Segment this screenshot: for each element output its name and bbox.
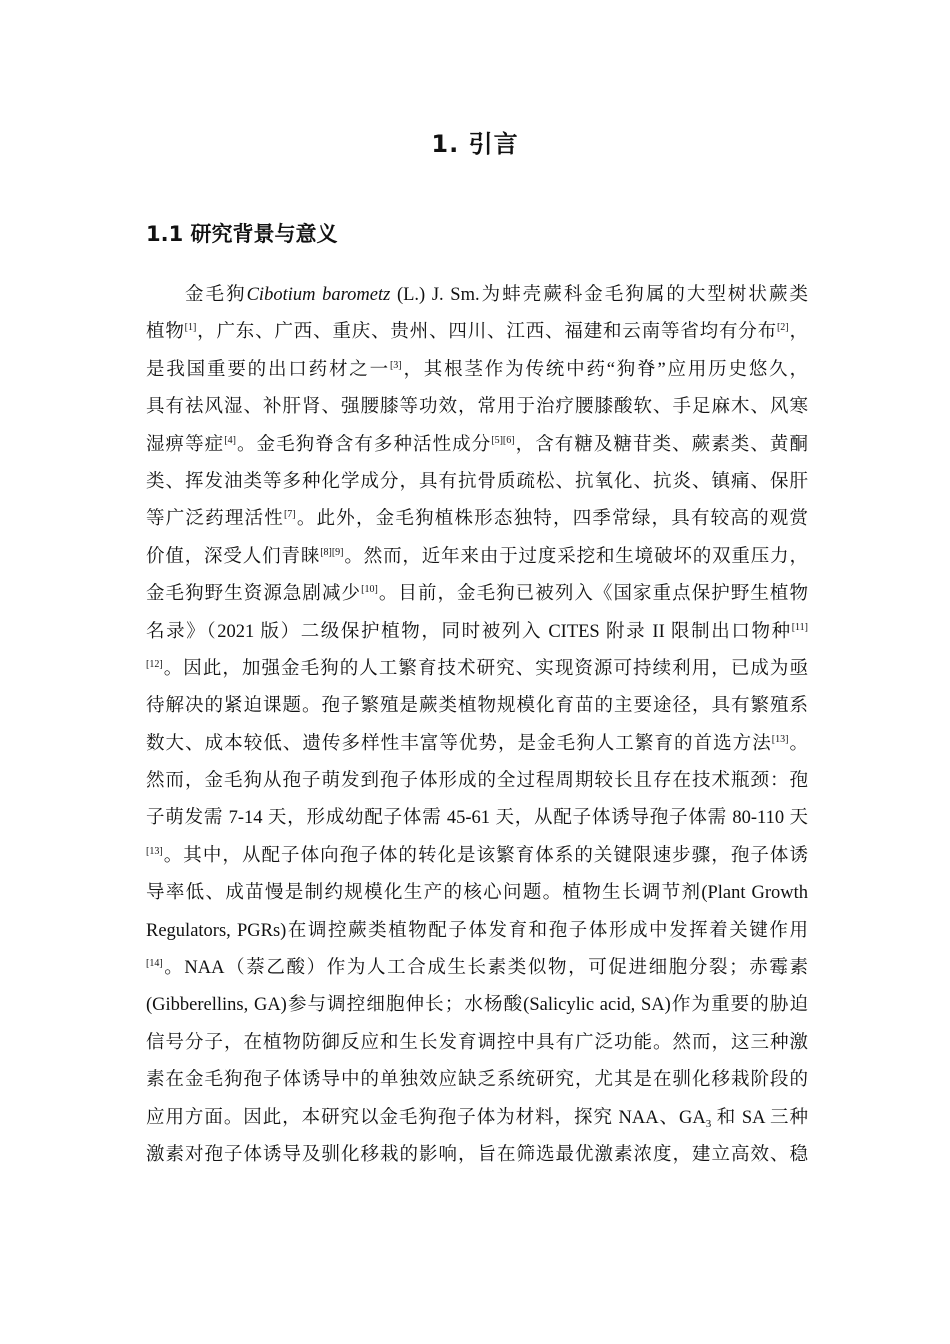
- paragraph-line: 具有祛风湿、补肝肾、强腰膝等功效，常用于治疗腰膝酸软、手足麻木、风寒: [146, 397, 808, 418]
- citation-ref: [2]: [776, 322, 789, 334]
- paragraph-line: [146, 838, 808, 875]
- text-run: 。目前，金毛狗已被列入《国家重点保护野生植物: [377, 584, 808, 605]
- text-run: ，: [788, 322, 808, 343]
- paragraph-line: 素在金毛狗孢子体诱导中的单独效应缺乏系统研究，尤其是在驯化移栽阶段的: [146, 1070, 808, 1091]
- text-run: 应用方面。因此，本研究以金毛狗孢子体为材料，探究 NAA、GA: [146, 1107, 706, 1128]
- paragraph-line: [146, 576, 808, 613]
- text-run: 名录》（2021 版）二级保护植物，同时被列入 CITES 附录 II 限制出口物种: [146, 621, 792, 642]
- paragraph-line: 待解决的紧迫课题。孢子繁殖是蕨类植物规模化育苗的主要途径，具有繁殖系: [146, 696, 808, 717]
- text-run: 植物: [146, 322, 185, 343]
- text-run: (L.) J. Sm.为蚌壳蕨科金毛狗属的大型树状蕨类: [390, 285, 808, 305]
- citation-ref: [8][9]: [320, 546, 344, 558]
- text-run: ，含有糖及糖苷类、蕨素类、黄酮: [514, 434, 808, 455]
- text-run: 金毛狗: [183, 285, 247, 305]
- citation-ref: [7]: [283, 509, 296, 521]
- citation-ref: [1]: [184, 322, 197, 334]
- scientific-name: Cibotium barometz: [246, 285, 391, 305]
- citation-ref: [10]: [361, 584, 378, 596]
- paragraph-line: [146, 352, 808, 389]
- paragraph-line: [146, 1100, 808, 1137]
- chapter-title: 1. 引言: [431, 130, 519, 158]
- text-run: 。金毛狗脊含有多种活性成分: [235, 434, 492, 455]
- paragraph-line: [146, 277, 808, 314]
- citation-ref: [11]: [791, 621, 808, 633]
- text-run: 价值，深受人们青睐: [146, 546, 321, 567]
- paragraph-line: 激素对孢子体诱导及驯化移栽的影响，旨在筛选最优激素浓度，建立高效、稳: [146, 1144, 808, 1165]
- citation-ref: [13]: [146, 845, 163, 857]
- text-run: 。然而，近年来由于过度采挖和生境破坏的双重压力，: [343, 546, 808, 567]
- paragraph-line: [146, 427, 808, 464]
- text-run: 湿痹等症: [146, 434, 225, 455]
- paragraph-line: 类、挥发油类等多种化学成分，具有抗骨质疏松、抗氧化、抗炎、镇痛、保肝: [146, 471, 808, 492]
- text-run: 是我国重要的出口药材之一: [146, 359, 390, 380]
- text-run: 。因此，加强金毛狗的人工繁育技术研究、实现资源可持续利用，已成为亟: [162, 658, 808, 679]
- paragraph-line: [146, 950, 808, 987]
- citation-ref: [14]: [146, 958, 163, 970]
- paragraph-line: [146, 651, 808, 688]
- citation-ref: [13]: [771, 733, 789, 745]
- text-run: 等广泛药理活性: [146, 509, 284, 530]
- paragraph-line: [146, 539, 808, 576]
- citation-ref: [5][6]: [491, 434, 515, 446]
- text-run: 金毛狗野生资源急剧减少: [146, 584, 362, 605]
- paragraph-line: Regulators, PGRs)在调控蕨类植物配子体发育和孢子体形成中发挥着关键作用: [146, 920, 808, 941]
- text-run: 数大、成本较低、遗传多样性丰富等优势，是金毛狗人工繁育的首选方法: [146, 733, 772, 754]
- body-paragraph: [146, 277, 808, 1174]
- text-run: ，广东、广西、重庆、贵州、四川、江西、福建和云南等省均有分布: [196, 322, 777, 343]
- text-run: 。其中，从配子体向孢子体的转化是该繁育体系的关键限速步骤，孢子体诱: [162, 845, 808, 866]
- text-run: 。此外，金毛狗植株形态独特，四季常绿，具有较高的观赏: [295, 509, 808, 530]
- paragraph-line: (Gibberellins, GA)参与调控细胞伸长；水杨酸(Salicylic acid, SA)作为重要的胁迫: [146, 995, 808, 1016]
- paragraph-line: 导率低、成苗慢是制约规模化生产的核心问题。植物生长调节剂(Plant Growth: [146, 883, 808, 904]
- paragraph-line: 信号分子，在植物防御反应和生长发育调控中具有广泛功能。然而，这三种激: [146, 1032, 808, 1053]
- text-run: 。NAA（萘乙酸）作为人工合成生长素类似物，可促进细胞分裂；赤霉素: [162, 958, 808, 979]
- paragraph-line: [146, 726, 808, 763]
- paragraph-line: 然而，金毛狗从孢子萌发到孢子体形成的全过程周期较长且存在技术瓶颈：孢: [146, 771, 808, 792]
- subscript: 3: [705, 1117, 712, 1130]
- paragraph-line: [146, 501, 808, 538]
- paragraph-line: [146, 314, 808, 351]
- paragraph-line: 子萌发需 7-14 天，形成幼配子体需 45-61 天，从配子体诱导孢子体需 80-110 天: [146, 808, 808, 829]
- paragraph-line: [146, 614, 808, 651]
- citation-ref: [4]: [224, 434, 236, 446]
- text-run: 。: [788, 733, 808, 754]
- text-run: 和 SA 三种: [711, 1107, 808, 1128]
- citation-ref: [12]: [146, 658, 163, 670]
- section-title: 1.1 研究背景与意义: [146, 222, 338, 246]
- citation-ref: [3]: [389, 359, 402, 371]
- text-run: ，其根茎作为传统中药“狗脊”应用历史悠久，: [401, 359, 808, 380]
